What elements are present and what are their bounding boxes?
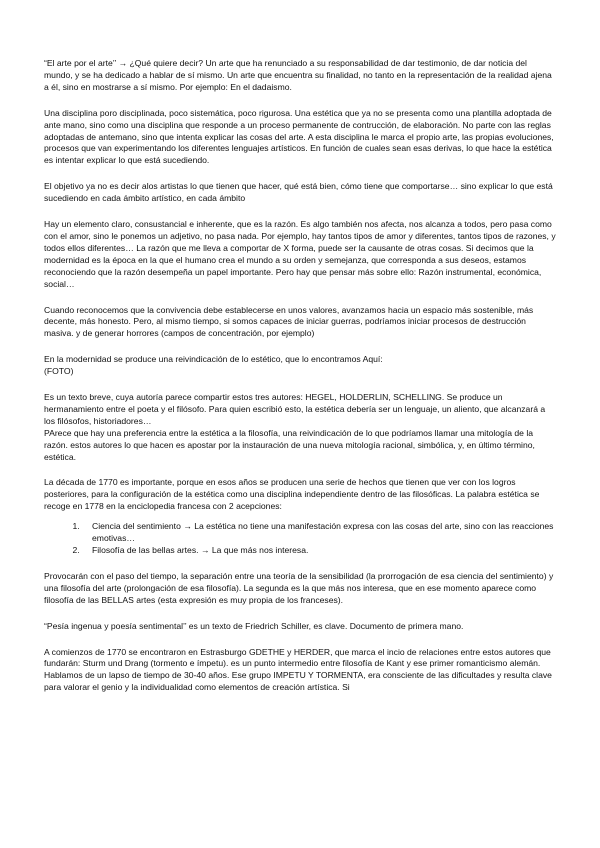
paragraph-texto-breve: Es un texto breve, cuya autoría parece compartir estos tres autores: HEGEL, HOLDERLIN, SCHELLING. Se produce un hermanamiento entre el poeta y el filósofo. Para quien escribió esto, la estética debería ser un lenguaje, un aliento, que alcanzará a los filósofos, historiadores… <box>44 392 546 426</box>
paragraph-razon: Hay un elemento claro, consustancial e inherente, que es la razón. Es algo también nos afecta, nos alcanza a todos, pero pasa como con el amor, sino le ponemos un adjetivo, no pasa nada. Por ejemplo, hay tantos tipos de amor y diferentes, tantos tipos de razones, y todos ellos diferentes… La razón que me lleva a comportar de X forma, puede ser la causante de otras cosas. Si decimos que la modernidad es la época en la que el humano crea el mundo a su orden y semejanza, que corresponda a sus deseos, estamos reconociendo que la razón desempeña un papel importante. Pero hay que pensar más sobre ello: Razón instrumental, económica, social… <box>44 219 556 289</box>
paragraph-schiller: “Pesía ingenua y poesía sentimental’’ es un texto de Friedrich Schiller, es clave. Documento de primera mano. <box>44 620 464 631</box>
paragraph-impetu-tormenta: Hablamos de un lapso de tiempo de 30-40 años. Ese grupo IMPETU Y TORMENTA, era consciente de las dificultades y resulta clave para valorar el genio y la individualidad como elementos de creación artística. Si <box>44 670 552 693</box>
paragraph-objetivo: El objetivo ya no es decir alos artistas lo que tienen que hacer, qué está bien, cómo tiene que comportarse… sino explicar lo que está sucediendo en cada ámbito artístico, en cada ámbito <box>44 181 553 204</box>
paragraph-modernidad: En la modernidad se produce una reivindicación de lo estético, que lo encontramos Aquí: <box>44 354 383 365</box>
photo-placeholder-text: (FOTO) <box>44 366 74 377</box>
paragraph-disciplina: Una disciplina poro disciplinada, poco sistemática, poco rigurosa. Una estética que ya no se presenta como una plantilla adoptada de ante mano, sino como una disciplina que responde a un proceso permanente de contrucción, de elaboración. No parte con las reglas adoptadas de antemano, sino que intenta explicar las cosas del arte. A esta disciplina le marca el propio arte, las propias evoluciones, procesos que van experimentando los diferentes lenguajes artísticos. En función de cuales sean esas derivas, lo que hace la estética es intentar explicar lo que está sucediendo. <box>44 107 554 166</box>
paragraph-convivencia: Cuando reconocemos que la convivencia debe establecerse en unos valores, avanzamos hacia un espacio más sostenible, más decente, más honesto. Pero, al mismo tiempo, si somos capaces de iniciar guerras, podríamos iniciar procesos de destrucción masiva. y de generar horrores (campos de concentración, por ejemplo) <box>44 304 534 339</box>
paragraph-separacion: Provocarán con el paso del tiempo, la separación entre una teoría de la sensibilidad (la prorrogación de esa ciencia del sentimiento) y una filosofía del arte (prolongación de esa filosofía). La segunda es la que más nos interesa, que en ese momento aparece como filosofía de las BELLAS artes (esta expresión es muy propia de los franceses). <box>44 570 554 605</box>
list-item: 1. Ciencia del sentimiento → La estética no tiene una manifestación expresa con las cosas del arte, sino con las reacciones emotivas… <box>82 521 556 545</box>
paragraph-arte-por-el-arte: “El arte por el arte’’ → ¿Qué quiere decir? Un arte que ha renunciado a su responsabilidad de dar testimonio, de dar noticia del mundo, y se ha dedicado a hablar de sí mismo. Un arte que encuentra su finalidad, no tanto en la representación de la realidad ajena a él, sino en mostrarse a sí mismo. Por ejemplo: En el dadaismo. <box>44 58 552 92</box>
acepciones-list <box>44 521 556 557</box>
paragraph-preferencia: PArece que hay una preferencia entre la estética a la filosofía, una reivindicación de lo que podríamos llamar una mitología de la razón. estos autores lo que hacen es apostar por la instauración de una nueva mitología racional, simbólica, y, en último término, estética. <box>44 427 535 462</box>
list-item: 2. Filosofía de las bellas artes. → La que más nos interesa. <box>82 545 556 557</box>
paragraph-decada-1770: La década de 1770 es importante, porque en esos años se producen una serie de hechos que tienen que ver con los logros posteriores, para la configuración de la estética como una disciplina independiente dentro de las filosóficas. La palabra estética se recoge en 1778 en la enciclopedia francesa con 2 acepciones: <box>44 477 540 512</box>
paragraph-estrasburgo: A comienzos de 1770 se encontraron en Estrasburgo GDETHE y HERDER, que marca el incio de relaciones entre estos autores que fundarán: Sturm und Drang (tormento e ímpetu). es un punto intermedio entre filosofía de Kant y ese primer romanticismo alemán. <box>44 646 551 669</box>
